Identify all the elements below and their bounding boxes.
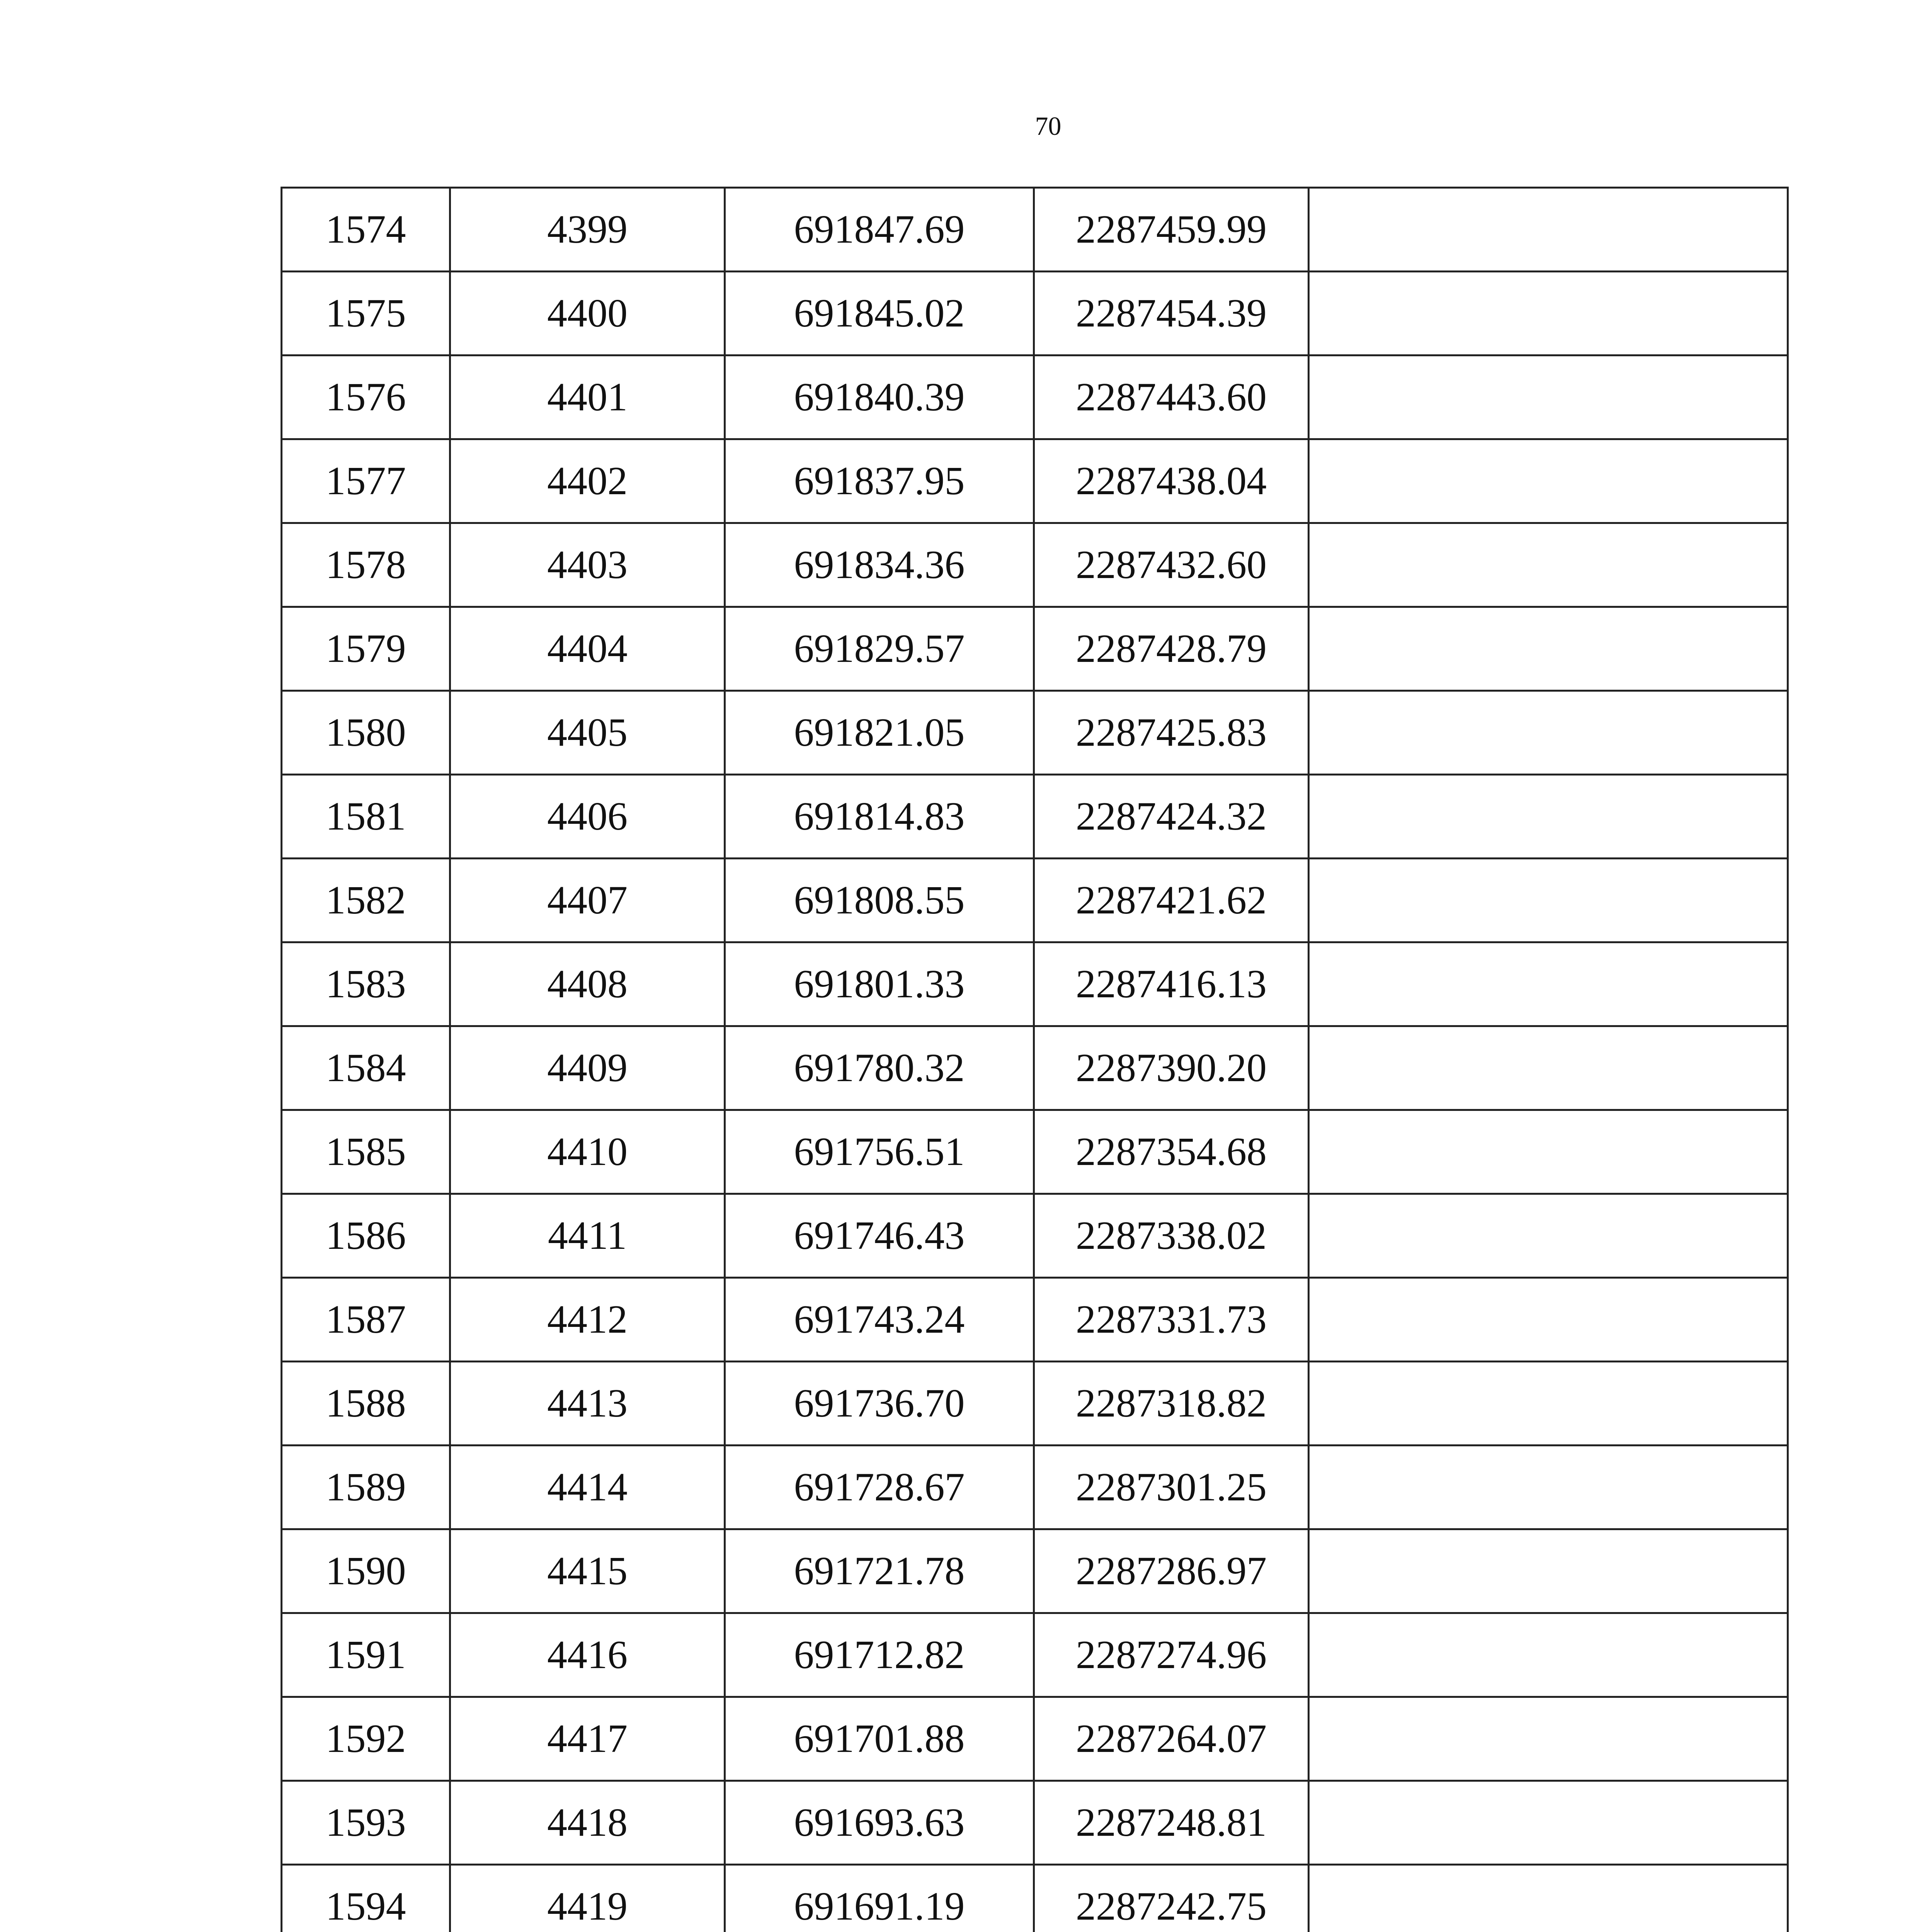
y-coordinate-cell: 2287338.02 [1034, 1194, 1309, 1278]
x-coordinate-cell: 691756.51 [725, 1110, 1034, 1194]
x-coordinate-cell: 691701.88 [725, 1697, 1034, 1781]
note-cell [1309, 355, 1788, 439]
table-row [282, 1362, 1788, 1446]
note-cell [1309, 1613, 1788, 1697]
table-row [282, 1278, 1788, 1362]
table-row [282, 607, 1788, 691]
point-number-cell: 4401 [450, 355, 725, 439]
x-coordinate-cell: 691728.67 [725, 1446, 1034, 1529]
row-index-cell: 1591 [282, 1613, 450, 1697]
table-row [282, 1110, 1788, 1194]
table-row [282, 439, 1788, 523]
table-row [282, 691, 1788, 775]
note-cell [1309, 1697, 1788, 1781]
table-row [282, 1194, 1788, 1278]
y-coordinate-cell: 2287318.82 [1034, 1362, 1309, 1446]
row-index-cell: 1586 [282, 1194, 450, 1278]
row-index-cell: 1593 [282, 1781, 450, 1865]
y-coordinate-cell: 2287425.83 [1034, 691, 1309, 775]
point-number-cell: 4404 [450, 607, 725, 691]
note-cell [1309, 1026, 1788, 1110]
table-row [282, 1446, 1788, 1529]
point-number-cell: 4418 [450, 1781, 725, 1865]
row-index-cell: 1581 [282, 775, 450, 859]
note-cell [1309, 272, 1788, 355]
y-coordinate-cell: 2287354.68 [1034, 1110, 1309, 1194]
row-index-cell: 1592 [282, 1697, 450, 1781]
row-index-cell: 1589 [282, 1446, 450, 1529]
x-coordinate-cell: 691743.24 [725, 1278, 1034, 1362]
note-cell [1309, 1110, 1788, 1194]
table-row [282, 188, 1788, 272]
x-coordinate-cell: 691840.39 [725, 355, 1034, 439]
row-index-cell: 1594 [282, 1865, 450, 1932]
point-number-cell: 4413 [450, 1362, 725, 1446]
note-cell [1309, 859, 1788, 942]
table-row [282, 523, 1788, 607]
table-row [282, 355, 1788, 439]
point-number-cell: 4407 [450, 859, 725, 942]
row-index-cell: 1588 [282, 1362, 450, 1446]
table-row [282, 1781, 1788, 1865]
x-coordinate-cell: 691736.70 [725, 1362, 1034, 1446]
row-index-cell: 1577 [282, 439, 450, 523]
y-coordinate-cell: 2287432.60 [1034, 523, 1309, 607]
note-cell [1309, 439, 1788, 523]
x-coordinate-cell: 691721.78 [725, 1529, 1034, 1613]
note-cell [1309, 1781, 1788, 1865]
table-row [282, 942, 1788, 1026]
y-coordinate-cell: 2287286.97 [1034, 1529, 1309, 1613]
row-index-cell: 1590 [282, 1529, 450, 1613]
table-row [282, 775, 1788, 859]
table-row [282, 1697, 1788, 1781]
point-number-cell: 4419 [450, 1865, 725, 1932]
y-coordinate-cell: 2287274.96 [1034, 1613, 1309, 1697]
note-cell [1309, 1529, 1788, 1613]
point-number-cell: 4408 [450, 942, 725, 1026]
note-cell [1309, 1446, 1788, 1529]
y-coordinate-cell: 2287443.60 [1034, 355, 1309, 439]
note-cell [1309, 942, 1788, 1026]
x-coordinate-cell: 691814.83 [725, 775, 1034, 859]
row-index-cell: 1583 [282, 942, 450, 1026]
table-row [282, 1865, 1788, 1932]
x-coordinate-cell: 691780.32 [725, 1026, 1034, 1110]
note-cell [1309, 1362, 1788, 1446]
x-coordinate-cell: 691801.33 [725, 942, 1034, 1026]
table-row [282, 859, 1788, 942]
point-number-cell: 4402 [450, 439, 725, 523]
y-coordinate-cell: 2287390.20 [1034, 1026, 1309, 1110]
point-number-cell: 4416 [450, 1613, 725, 1697]
y-coordinate-cell: 2287242.75 [1034, 1865, 1309, 1932]
note-cell [1309, 523, 1788, 607]
row-index-cell: 1574 [282, 188, 450, 272]
y-coordinate-cell: 2287459.99 [1034, 188, 1309, 272]
row-index-cell: 1576 [282, 355, 450, 439]
row-index-cell: 1587 [282, 1278, 450, 1362]
note-cell [1309, 607, 1788, 691]
point-number-cell: 4417 [450, 1697, 725, 1781]
x-coordinate-cell: 691834.36 [725, 523, 1034, 607]
point-number-cell: 4400 [450, 272, 725, 355]
y-coordinate-cell: 2287438.04 [1034, 439, 1309, 523]
coordinate-table [281, 187, 1789, 1932]
row-index-cell: 1580 [282, 691, 450, 775]
note-cell [1309, 691, 1788, 775]
note-cell [1309, 775, 1788, 859]
point-number-cell: 4411 [450, 1194, 725, 1278]
y-coordinate-cell: 2287301.25 [1034, 1446, 1309, 1529]
note-cell [1309, 188, 1788, 272]
note-cell [1309, 1278, 1788, 1362]
coordinate-table-body [282, 188, 1788, 1932]
table-row [282, 1529, 1788, 1613]
point-number-cell: 4399 [450, 188, 725, 272]
x-coordinate-cell: 691829.57 [725, 607, 1034, 691]
x-coordinate-cell: 691693.63 [725, 1781, 1034, 1865]
x-coordinate-cell: 691845.02 [725, 272, 1034, 355]
point-number-cell: 4403 [450, 523, 725, 607]
x-coordinate-cell: 691847.69 [725, 188, 1034, 272]
row-index-cell: 1575 [282, 272, 450, 355]
y-coordinate-cell: 2287248.81 [1034, 1781, 1309, 1865]
point-number-cell: 4414 [450, 1446, 725, 1529]
y-coordinate-cell: 2287264.07 [1034, 1697, 1309, 1781]
point-number-cell: 4415 [450, 1529, 725, 1613]
point-number-cell: 4405 [450, 691, 725, 775]
x-coordinate-cell: 691837.95 [725, 439, 1034, 523]
page-number: 70 [1035, 111, 1061, 141]
y-coordinate-cell: 2287421.62 [1034, 859, 1309, 942]
table-row [282, 272, 1788, 355]
y-coordinate-cell: 2287428.79 [1034, 607, 1309, 691]
x-coordinate-cell: 691691.19 [725, 1865, 1034, 1932]
row-index-cell: 1582 [282, 859, 450, 942]
x-coordinate-cell: 691808.55 [725, 859, 1034, 942]
y-coordinate-cell: 2287424.32 [1034, 775, 1309, 859]
point-number-cell: 4409 [450, 1026, 725, 1110]
row-index-cell: 1584 [282, 1026, 450, 1110]
point-number-cell: 4406 [450, 775, 725, 859]
row-index-cell: 1578 [282, 523, 450, 607]
table-row [282, 1026, 1788, 1110]
x-coordinate-cell: 691821.05 [725, 691, 1034, 775]
row-index-cell: 1585 [282, 1110, 450, 1194]
x-coordinate-cell: 691712.82 [725, 1613, 1034, 1697]
x-coordinate-cell: 691746.43 [725, 1194, 1034, 1278]
note-cell [1309, 1865, 1788, 1932]
point-number-cell: 4410 [450, 1110, 725, 1194]
y-coordinate-cell: 2287416.13 [1034, 942, 1309, 1026]
row-index-cell: 1579 [282, 607, 450, 691]
y-coordinate-cell: 2287331.73 [1034, 1278, 1309, 1362]
point-number-cell: 4412 [450, 1278, 725, 1362]
table-row [282, 1613, 1788, 1697]
note-cell [1309, 1194, 1788, 1278]
y-coordinate-cell: 2287454.39 [1034, 272, 1309, 355]
